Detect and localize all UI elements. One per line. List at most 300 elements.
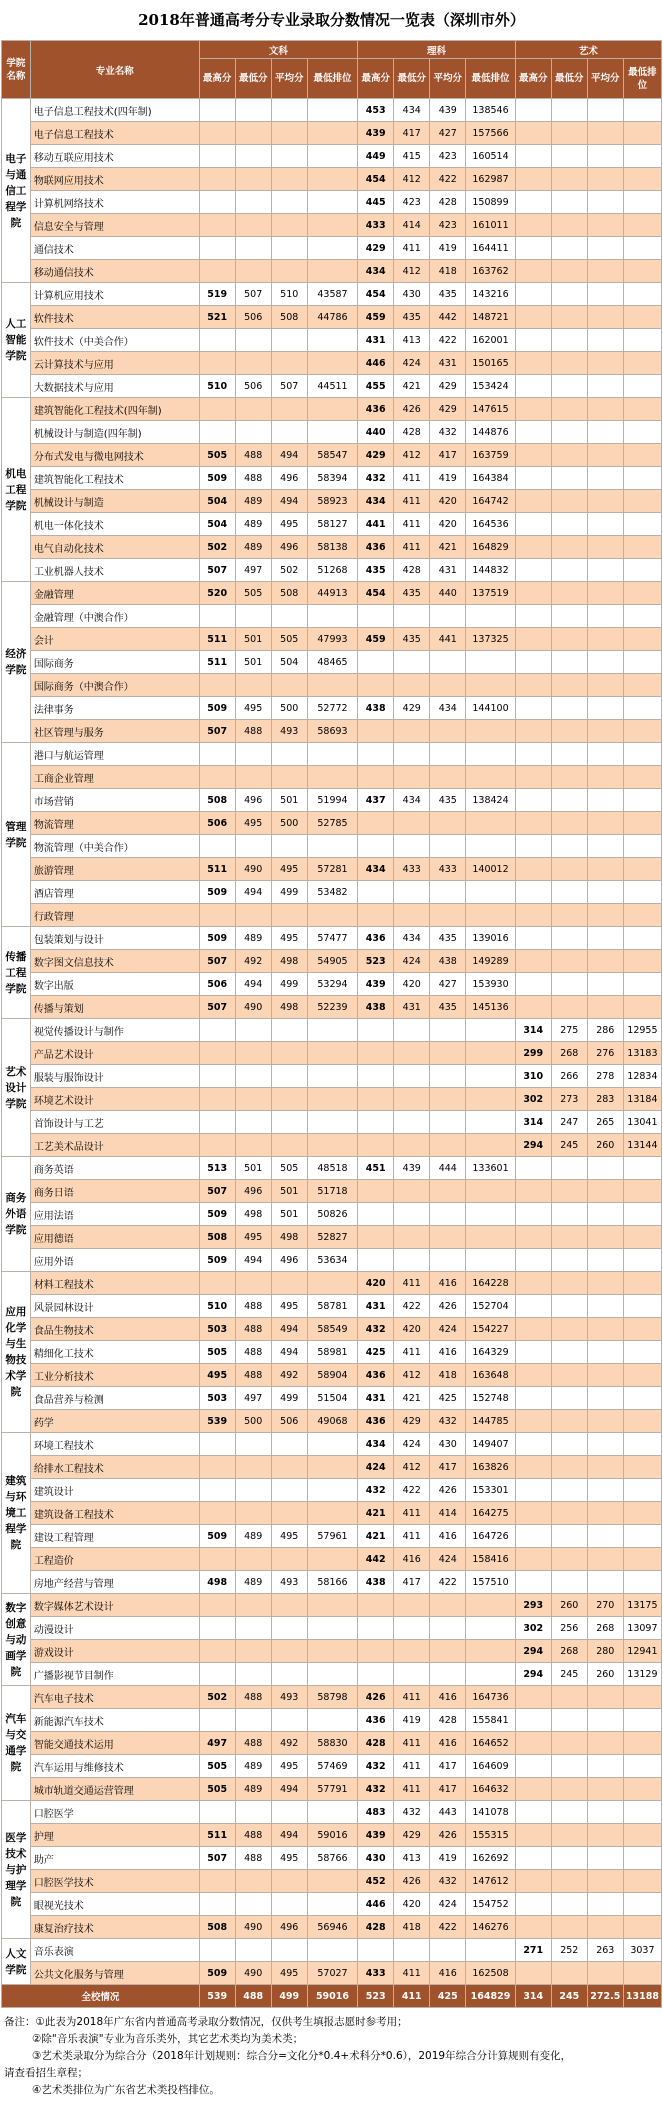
score-cell [515, 467, 551, 490]
major-name: 建设工程管理 [30, 1525, 199, 1548]
table-row [2, 1801, 662, 1824]
score-cell: 508 [271, 582, 307, 605]
score-cell: 508 [271, 306, 307, 329]
score-cell: 58981 [307, 1341, 357, 1364]
header-sub: 最高分 [199, 59, 235, 99]
header-sub: 平均分 [271, 59, 307, 99]
major-name: 商务英语 [30, 1157, 199, 1180]
score-cell [271, 1594, 307, 1617]
score-cell [587, 467, 623, 490]
score-cell: 490 [235, 1962, 271, 1985]
score-cell: 164411 [466, 237, 515, 260]
table-row [2, 651, 662, 674]
table-row [2, 467, 662, 490]
score-cell [271, 1433, 307, 1456]
score-cell [551, 536, 587, 559]
score-cell [515, 1571, 551, 1594]
score-cell: 418 [430, 1364, 466, 1387]
score-cell [199, 1272, 235, 1295]
score-cell [515, 858, 551, 881]
score-cell [587, 1249, 623, 1272]
score-cell [515, 582, 551, 605]
major-name: 机械设计与制造(四年制) [30, 421, 199, 444]
score-cell: 444 [430, 1157, 466, 1180]
major-name: 工艺美术品设计 [30, 1134, 199, 1157]
score-cell [587, 1732, 623, 1755]
score-cell [466, 1939, 515, 1962]
score-cell [551, 352, 587, 375]
page-title: 2018年普通高考分专业录取分数情况一览表（深圳市外） [138, 11, 525, 29]
score-cell [623, 306, 661, 329]
score-cell [623, 1157, 661, 1180]
score-cell: 495 [199, 1364, 235, 1387]
score-cell [394, 1134, 430, 1157]
score-cell [623, 122, 661, 145]
major-name: 视觉传播设计与制作 [30, 1019, 199, 1042]
score-cell: 51994 [307, 789, 357, 812]
score-cell: 155841 [466, 1709, 515, 1732]
score-cell [587, 398, 623, 421]
score-cell [623, 1318, 661, 1341]
score-cell [623, 973, 661, 996]
score-cell: 498 [235, 1203, 271, 1226]
table-row [2, 1686, 662, 1709]
score-cell [466, 1042, 515, 1065]
score-cell: 488 [235, 467, 271, 490]
score-cell [551, 582, 587, 605]
score-cell: 280 [587, 1640, 623, 1663]
score-cell [515, 835, 551, 858]
score-cell: 138546 [466, 99, 515, 122]
score-cell: 411 [394, 490, 430, 513]
score-cell [623, 743, 661, 766]
score-cell [307, 1502, 357, 1525]
score-cell [587, 1341, 623, 1364]
score-cell [623, 1341, 661, 1364]
score-cell: 439 [358, 122, 394, 145]
score-cell: 436 [358, 927, 394, 950]
header-group-art: 艺术 [515, 41, 661, 59]
score-cell [358, 766, 394, 789]
score-cell [515, 444, 551, 467]
score-cell [271, 1893, 307, 1916]
score-cell [623, 352, 661, 375]
college-name: 电子与通信工程学院 [2, 99, 31, 283]
score-cell [587, 559, 623, 582]
score-cell: 501 [235, 628, 271, 651]
score-cell [587, 1479, 623, 1502]
score-cell: 149407 [466, 1433, 515, 1456]
table-row [2, 559, 662, 582]
score-cell: 454 [358, 168, 394, 191]
score-cell [623, 697, 661, 720]
score-cell: 417 [430, 1755, 466, 1778]
score-cell [623, 1732, 661, 1755]
table-row [2, 1180, 662, 1203]
college-name: 建筑与环境工程学院 [2, 1433, 31, 1594]
score-cell [551, 766, 587, 789]
score-cell: 508 [199, 789, 235, 812]
score-cell [235, 1019, 271, 1042]
score-cell [551, 1962, 587, 1985]
score-cell [307, 1939, 357, 1962]
score-cell: 164632 [466, 1778, 515, 1801]
college-name: 管理学院 [2, 743, 31, 927]
score-cell: 51504 [307, 1387, 357, 1410]
score-cell [307, 1272, 357, 1295]
score-cell: 164384 [466, 467, 515, 490]
score-cell [307, 605, 357, 628]
score-cell: 422 [430, 1571, 466, 1594]
score-cell [515, 306, 551, 329]
score-cell [271, 766, 307, 789]
score-cell [235, 1456, 271, 1479]
score-cell [587, 973, 623, 996]
major-name: 工业机器人技术 [30, 559, 199, 582]
score-cell [515, 1893, 551, 1916]
table-row [2, 168, 662, 191]
score-cell [307, 191, 357, 214]
header-sub: 最低分 [551, 59, 587, 99]
score-cell: 434 [358, 1433, 394, 1456]
score-cell [623, 1778, 661, 1801]
score-cell: 417 [430, 1456, 466, 1479]
score-cell [235, 1479, 271, 1502]
score-cell [235, 1640, 271, 1663]
score-cell: 496 [271, 1916, 307, 1939]
score-cell: 411 [394, 1272, 430, 1295]
table-row [2, 904, 662, 927]
score-cell [515, 99, 551, 122]
score-cell [358, 1226, 394, 1249]
score-cell [587, 375, 623, 398]
table-row [2, 1226, 662, 1249]
score-cell: 432 [358, 1755, 394, 1778]
score-cell: 488 [235, 1364, 271, 1387]
score-cell [515, 1732, 551, 1755]
major-name: 首饰设计与工艺 [30, 1111, 199, 1134]
score-cell [307, 766, 357, 789]
score-cell [235, 1870, 271, 1893]
score-cell: 441 [358, 513, 394, 536]
score-cell: 427 [430, 973, 466, 996]
score-cell [623, 1709, 661, 1732]
score-cell [430, 1249, 466, 1272]
score-cell [466, 1594, 515, 1617]
score-cell: 12834 [623, 1065, 661, 1088]
major-name: 包装策划与设计 [30, 927, 199, 950]
score-cell [466, 651, 515, 674]
table-row [2, 996, 662, 1019]
score-cell: 48518 [307, 1157, 357, 1180]
score-cell [394, 605, 430, 628]
score-cell [623, 99, 661, 122]
score-cell [394, 651, 430, 674]
score-cell: 149289 [466, 950, 515, 973]
score-cell [587, 191, 623, 214]
score-cell [587, 1709, 623, 1732]
major-name: 建筑设备工程技术 [30, 1502, 199, 1525]
score-cell: 138424 [466, 789, 515, 812]
score-cell [587, 306, 623, 329]
score-cell [587, 789, 623, 812]
score-cell [358, 1663, 394, 1686]
score-cell [587, 582, 623, 605]
major-name: 金融管理 [30, 582, 199, 605]
table-row [2, 858, 662, 881]
note-line: 备注：①此表为2018年广东省内普通高考录取分数情况，仅供考生填报志愿时参考用； [4, 2016, 408, 2028]
score-cell [623, 1387, 661, 1410]
major-name: 市场营销 [30, 789, 199, 812]
major-name: 应用外语 [30, 1249, 199, 1272]
score-cell [587, 122, 623, 145]
college-name: 人工智能学院 [2, 283, 31, 398]
score-cell: 412 [394, 1456, 430, 1479]
score-cell: 439 [430, 99, 466, 122]
score-cell [551, 237, 587, 260]
score-cell: 133601 [466, 1157, 515, 1180]
score-cell [466, 605, 515, 628]
score-cell: 252 [551, 1939, 587, 1962]
score-cell [551, 283, 587, 306]
score-cell [551, 651, 587, 674]
major-name: 助产 [30, 1847, 199, 1870]
score-cell [623, 421, 661, 444]
score-cell [623, 1203, 661, 1226]
score-cell: 489 [235, 513, 271, 536]
header-sub: 最低分 [394, 59, 430, 99]
note-line: ③艺术类录取分为综合分（2018年计划规则：综合分=文化分*0.4+术科分*0.6），2019年综合分计算规则有变化， [32, 2050, 572, 2062]
table-row [2, 1502, 662, 1525]
score-cell [307, 99, 357, 122]
score-cell [235, 214, 271, 237]
score-cell: 488 [235, 1341, 271, 1364]
score-cell [551, 1157, 587, 1180]
score-cell [587, 260, 623, 283]
score-cell: 494 [235, 881, 271, 904]
score-cell: 299 [515, 1042, 551, 1065]
score-cell: 164609 [466, 1755, 515, 1778]
score-cell [515, 1755, 551, 1778]
score-cell [587, 1870, 623, 1893]
table-row [2, 375, 662, 398]
score-cell: 58127 [307, 513, 357, 536]
major-name: 游戏设计 [30, 1640, 199, 1663]
score-cell [307, 1594, 357, 1617]
score-cell [271, 1134, 307, 1157]
score-cell [358, 1088, 394, 1111]
score-cell [271, 1065, 307, 1088]
score-cell: 430 [394, 283, 430, 306]
major-name: 信息安全与管理 [30, 214, 199, 237]
score-cell [551, 858, 587, 881]
score-cell [430, 1088, 466, 1111]
table-row [2, 1088, 662, 1111]
score-cell [394, 1663, 430, 1686]
score-cell: 431 [358, 329, 394, 352]
score-cell [587, 1364, 623, 1387]
score-cell [551, 812, 587, 835]
score-cell: 488 [235, 1847, 271, 1870]
score-cell: 490 [235, 996, 271, 1019]
score-cell: 419 [430, 467, 466, 490]
major-name: 数字媒体艺术设计 [30, 1594, 199, 1617]
score-cell: 494 [271, 444, 307, 467]
score-cell: 266 [551, 1065, 587, 1088]
score-cell [235, 674, 271, 697]
score-cell [551, 1433, 587, 1456]
table-row [2, 513, 662, 536]
score-cell: 509 [199, 467, 235, 490]
score-cell: 422 [430, 1916, 466, 1939]
college-name: 数字创意与动画学院 [2, 1594, 31, 1686]
score-cell [394, 881, 430, 904]
score-cell [358, 1640, 394, 1663]
score-cell [515, 720, 551, 743]
score-cell [358, 1249, 394, 1272]
score-cell: 420 [394, 1318, 430, 1341]
score-cell [199, 1111, 235, 1134]
score-cell: 57477 [307, 927, 357, 950]
score-cell [235, 904, 271, 927]
score-cell: 506 [235, 375, 271, 398]
score-cell [199, 214, 235, 237]
score-cell [551, 904, 587, 927]
score-cell: 414 [394, 214, 430, 237]
table-row [2, 881, 662, 904]
major-name: 环境艺术设计 [30, 1088, 199, 1111]
score-cell: 507 [199, 720, 235, 743]
score-cell [199, 1456, 235, 1479]
score-cell: 489 [235, 927, 271, 950]
score-cell: 440 [358, 421, 394, 444]
score-cell: 162987 [466, 168, 515, 191]
college-name: 医学技术与护理学院 [2, 1801, 31, 1939]
score-cell [587, 1502, 623, 1525]
score-cell [235, 1042, 271, 1065]
score-cell [515, 1295, 551, 1318]
score-cell: 416 [430, 1732, 466, 1755]
score-cell: 504 [271, 651, 307, 674]
score-cell [199, 766, 235, 789]
score-cell: 162508 [466, 1962, 515, 1985]
score-cell: 139016 [466, 927, 515, 950]
score-cell [235, 1134, 271, 1157]
score-cell: 430 [430, 1433, 466, 1456]
score-cell [430, 1226, 466, 1249]
score-cell [358, 674, 394, 697]
score-cell: 137519 [466, 582, 515, 605]
score-cell: 454 [358, 582, 394, 605]
score-cell [271, 835, 307, 858]
score-cell: 426 [358, 1686, 394, 1709]
score-cell [623, 214, 661, 237]
header-sub: 平均分 [430, 59, 466, 99]
major-name: 康复治疗技术 [30, 1916, 199, 1939]
score-cell: 495 [271, 1962, 307, 1985]
score-cell [235, 99, 271, 122]
table-row [2, 1663, 662, 1686]
score-cell [551, 1295, 587, 1318]
table-row [2, 1732, 662, 1755]
score-cell: 505 [199, 444, 235, 467]
score-cell [466, 674, 515, 697]
major-name: 商务日语 [30, 1180, 199, 1203]
major-name: 智能交通技术运用 [30, 1732, 199, 1755]
total-label: 全校情况 [2, 1985, 200, 2008]
table-row [2, 628, 662, 651]
score-cell [430, 1065, 466, 1088]
score-cell: 501 [235, 1157, 271, 1180]
score-cell [587, 329, 623, 352]
score-cell: 510 [199, 1295, 235, 1318]
score-cell [515, 1916, 551, 1939]
score-cell [551, 1249, 587, 1272]
score-cell: 489 [235, 1571, 271, 1594]
score-cell [466, 1065, 515, 1088]
table-row [2, 1916, 662, 1939]
score-cell: 455 [358, 375, 394, 398]
score-cell [551, 467, 587, 490]
score-cell: 495 [271, 1525, 307, 1548]
score-cell: 310 [515, 1065, 551, 1088]
score-cell [551, 444, 587, 467]
score-cell [551, 1755, 587, 1778]
table-row [2, 214, 662, 237]
score-cell [466, 1019, 515, 1042]
score-cell: 494 [271, 1341, 307, 1364]
score-cell: 153930 [466, 973, 515, 996]
score-cell: 412 [394, 168, 430, 191]
score-cell: 539 [199, 1410, 235, 1433]
total-cell: 499 [271, 1985, 307, 2008]
table-row [2, 1203, 662, 1226]
score-cell: 488 [235, 1295, 271, 1318]
score-cell [394, 904, 430, 927]
score-cell [515, 1686, 551, 1709]
score-cell: 13041 [623, 1111, 661, 1134]
score-cell: 419 [430, 1847, 466, 1870]
score-cell [551, 168, 587, 191]
score-cell [587, 444, 623, 467]
score-cell: 162692 [466, 1847, 515, 1870]
score-cell [307, 1019, 357, 1042]
score-cell [623, 1571, 661, 1594]
major-name: 软件技术 [30, 306, 199, 329]
score-cell [307, 1456, 357, 1479]
score-cell [307, 122, 357, 145]
score-cell: 504 [199, 490, 235, 513]
score-cell: 147612 [466, 1870, 515, 1893]
score-cell: 164228 [466, 1272, 515, 1295]
score-cell: 415 [394, 145, 430, 168]
score-cell: 422 [430, 168, 466, 191]
score-cell [623, 237, 661, 260]
score-cell [587, 835, 623, 858]
table-row [2, 1571, 662, 1594]
score-cell: 439 [394, 1157, 430, 1180]
score-cell: 148721 [466, 306, 515, 329]
table-row [2, 927, 662, 950]
score-cell [430, 743, 466, 766]
score-cell [587, 766, 623, 789]
score-cell: 495 [271, 927, 307, 950]
table-row [2, 1525, 662, 1548]
college-name: 人文学院 [2, 1939, 31, 1985]
major-name: 移动互联应用技术 [30, 145, 199, 168]
score-cell: 59016 [307, 1824, 357, 1847]
score-cell [515, 1410, 551, 1433]
